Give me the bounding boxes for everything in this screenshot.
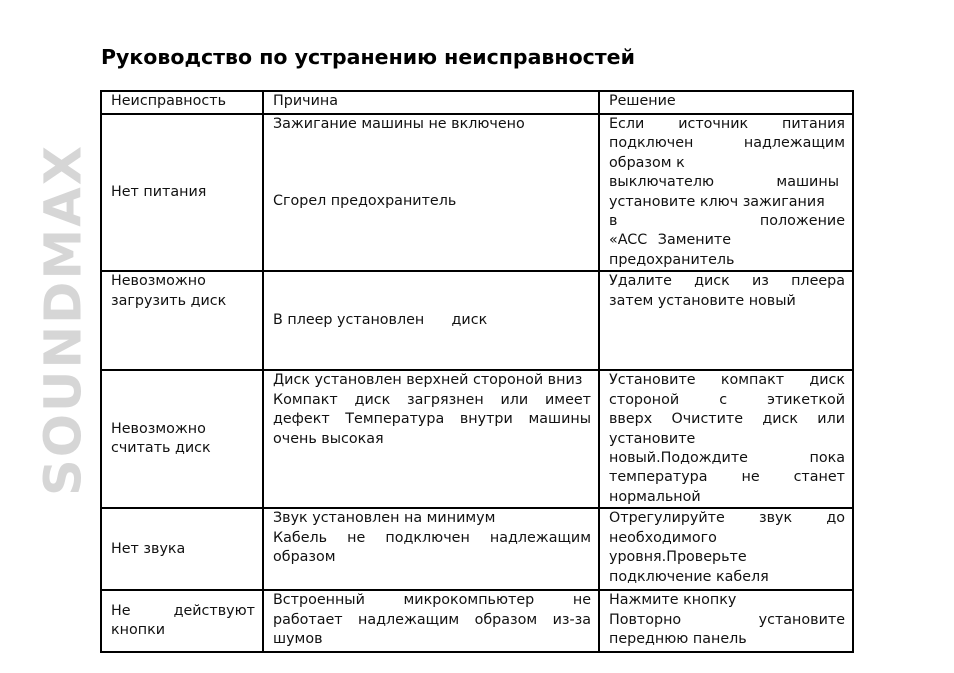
- solution-cell: [599, 508, 853, 590]
- solution-line: образом к: [609, 154, 685, 171]
- solution-line: Установите компакт диск: [609, 372, 845, 389]
- table-row: [101, 370, 853, 508]
- cause-text: Зажигание машины не включено: [273, 116, 525, 132]
- table-header-row: [101, 91, 853, 114]
- brand-logo-text: SOUNDMAX: [34, 143, 94, 497]
- cause-cell: [263, 114, 599, 271]
- solution-cell: [599, 370, 853, 508]
- troubleshooting-table: [100, 90, 854, 653]
- solution-line: нормальной: [609, 488, 701, 505]
- cause-text: Компакт диск загрязнен или имеет дефект Температура внутри машины очень высокая: [273, 391, 591, 447]
- table-row: [101, 590, 853, 652]
- brand-watermark: [34, 46, 94, 594]
- header-fault: Неисправность: [101, 91, 263, 114]
- solution-line: подключение кабеля: [609, 568, 769, 585]
- solution-line: новый.Подождите пока: [609, 449, 845, 466]
- cause-text: Звук установлен на минимум: [273, 510, 496, 527]
- fault-line: загрузить диск: [111, 292, 227, 309]
- fault-cell: [101, 370, 263, 508]
- solution-line: в положение: [609, 213, 845, 230]
- table-row: [101, 508, 853, 590]
- fault-line: считать диск: [111, 440, 211, 457]
- fault-cell: [101, 271, 263, 370]
- solution-line: затем установите новый: [609, 292, 796, 309]
- solution-line: выключателю машины: [609, 174, 839, 191]
- solution-line: температура не станет: [609, 469, 845, 486]
- solution-line: стороной с этикеткой: [609, 391, 845, 408]
- fault-cell: Не действуют кнопки: [101, 590, 263, 652]
- cause-cell: [263, 370, 599, 508]
- cause-cell: Встроенный микрокомпьютер не работает надлежащим образом из-за шумов: [263, 590, 599, 652]
- cause-gap: [273, 134, 591, 192]
- fault-line: Невозможно: [111, 420, 206, 437]
- header-cause: Причина: [263, 91, 599, 114]
- fault-cell: Нет звука: [101, 508, 263, 590]
- solution-line: подключен надлежащим: [609, 135, 845, 152]
- cause-text: Сгорел предохранитель: [273, 193, 457, 210]
- cause-text: Кабель не подключен надлежащим образом: [273, 529, 591, 566]
- page-title: Руководство по устранению неисправностей: [101, 45, 635, 69]
- solution-line: предохранитель: [609, 251, 735, 268]
- solution-line: уровня.Проверьте: [609, 549, 747, 566]
- solution-cell: [599, 271, 853, 370]
- solution-cell: [599, 590, 853, 652]
- solution-line: Нажмите кнопку: [609, 592, 737, 609]
- solution-line: Удалите диск из плеера: [609, 273, 845, 290]
- table-row: [101, 114, 853, 271]
- solution-line: Отрегулируйте звук до: [609, 510, 845, 527]
- solution-line: установите ключ зажигания: [609, 193, 825, 210]
- solution-line: переднюю панель: [609, 631, 747, 648]
- solution-line: установите: [609, 430, 696, 447]
- cause-cell: [263, 271, 599, 370]
- solution-line: вверх Очистите диск или: [609, 411, 845, 428]
- solution-line: Если источник питания: [609, 116, 845, 132]
- solution-line: необходимого: [609, 529, 717, 546]
- header-solution: Решение: [599, 91, 853, 114]
- table-row: [101, 271, 853, 370]
- cause-text: Диск установлен верхней стороной вниз: [273, 372, 583, 389]
- cause-cell: [263, 508, 599, 590]
- fault-line: Невозможно: [111, 273, 206, 290]
- solution-cell: [599, 114, 853, 271]
- fault-cell: Нет питания: [101, 114, 263, 271]
- cause-text: В плеер установлен диск: [273, 312, 488, 329]
- solution-line: «ACC Замените: [609, 232, 732, 249]
- solution-line: Повторно установите: [609, 611, 845, 628]
